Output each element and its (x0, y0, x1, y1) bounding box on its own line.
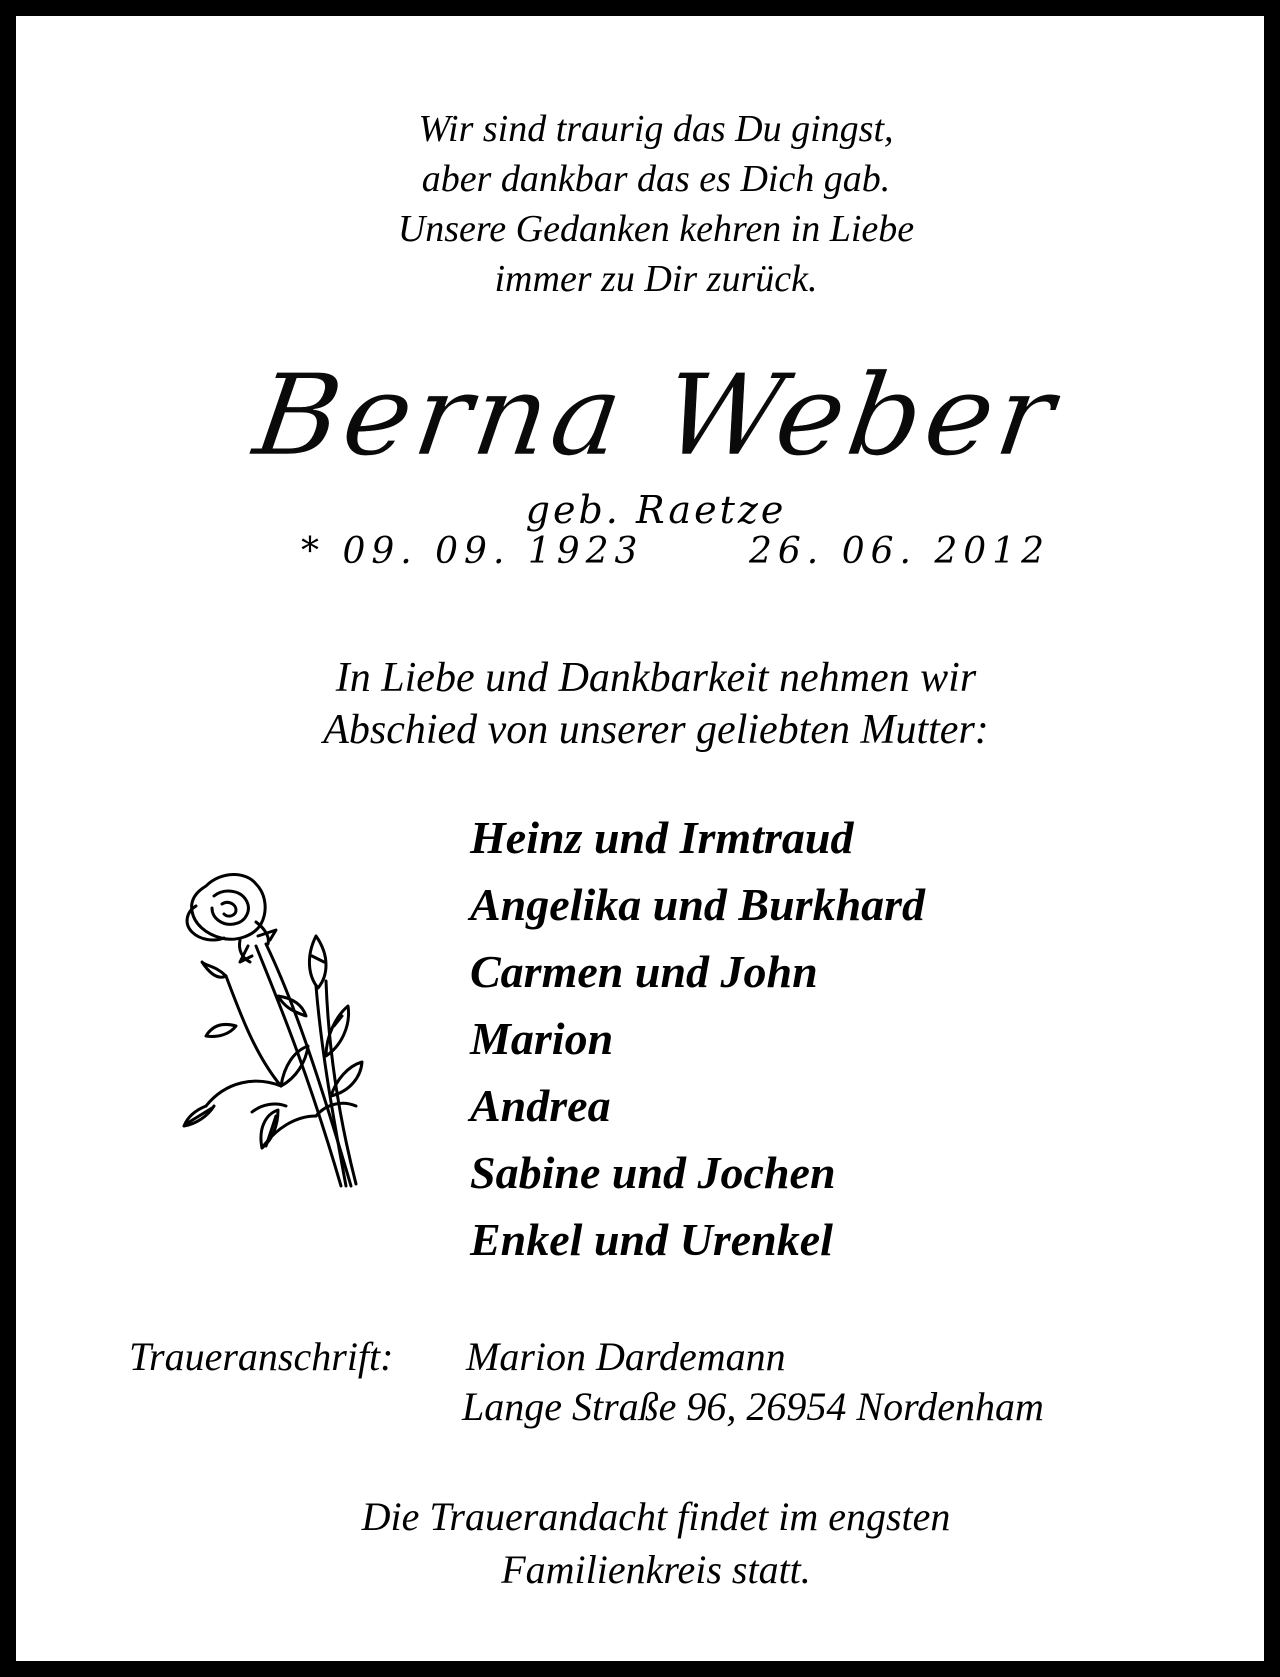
closing-line: Die Trauerandacht findet im engsten (361, 1494, 951, 1539)
death-date: 26. 06. 2012 (749, 531, 1051, 572)
poem-line: Wir sind traurig das Du gingst, (418, 108, 894, 150)
poem-line: aber dankbar das es Dich gab. (421, 158, 891, 200)
farewell-text (16, 652, 1280, 756)
closing-line: Familienkreis statt. (501, 1547, 811, 1592)
family-member: Angelika und Burkhard (470, 879, 926, 930)
life-dates (301, 530, 1051, 574)
deceased-name-block (16, 351, 1280, 481)
poem-line: immer zu Dir zurück. (494, 258, 818, 300)
farewell-line: In Liebe und Dankbarkeit nehmen wir (335, 655, 977, 701)
address-name: Marion Dardemann (466, 1334, 786, 1379)
family-member: Andrea (470, 1080, 611, 1131)
maiden-name: geb. Raetze (525, 488, 787, 532)
deceased-name: Berna Weber (246, 351, 1066, 481)
address-street: Lange Straße 96, 26954 Nordenham (462, 1384, 1044, 1429)
family-member: Sabine und Jochen (470, 1147, 836, 1198)
family-list (470, 804, 925, 1273)
birth-date: * 09. 09. 1923 (301, 531, 644, 572)
family-member: Carmen und John (470, 946, 818, 997)
rose-icon (166, 866, 406, 1216)
family-member: Enkel und Urenkel (470, 1214, 833, 1265)
address-label: Traueranschrift: (129, 1334, 394, 1379)
farewell-line: Abschied von unserer geliebten Mutter: (323, 707, 989, 753)
family-member: Marion (470, 1013, 614, 1064)
closing-text (16, 1490, 1280, 1596)
family-member: Heinz und Irmtraud (470, 812, 854, 863)
poem (16, 104, 1280, 304)
poem-line: Unsere Gedanken kehren in Liebe (397, 208, 915, 250)
